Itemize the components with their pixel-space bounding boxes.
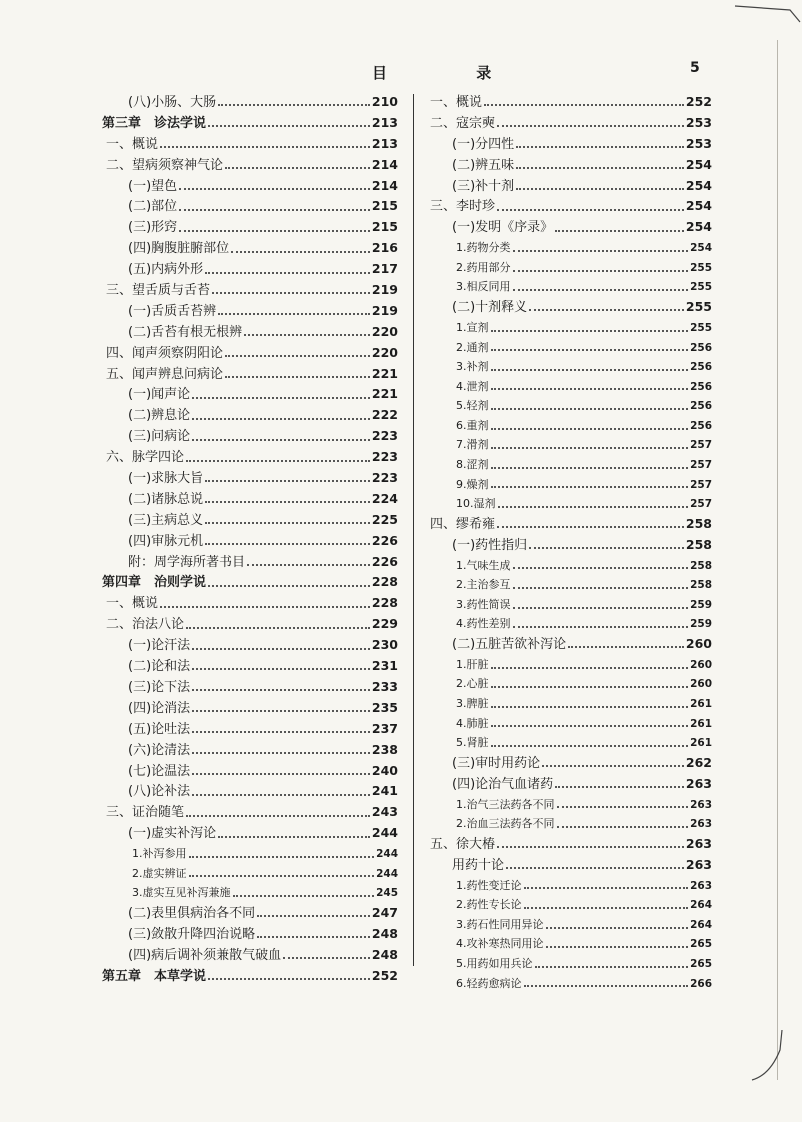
toc-entry-page: 253 bbox=[685, 135, 712, 151]
toc-entry-page: 261 bbox=[690, 717, 712, 730]
toc-entry-page: 220 bbox=[371, 344, 398, 360]
toc-entry-title: (一)药性指归 bbox=[452, 537, 528, 553]
toc-entry-page: 256 bbox=[690, 341, 712, 354]
toc-entry-page: 219 bbox=[371, 302, 398, 318]
toc-entry-title: 第四章 治则学说 bbox=[102, 575, 207, 591]
toc-entry-title: (二)五脏苦欲补泻论 bbox=[452, 637, 567, 652]
toc-entry-page: 224 bbox=[371, 490, 398, 506]
toc-entry-title: 2.虚实辨证 bbox=[132, 866, 187, 880]
toc-entry-title: 五、闻声辨息问病论 bbox=[106, 366, 224, 382]
toc-entry-page: 262 bbox=[685, 754, 712, 770]
toc-entry-title: (一)分四性 bbox=[452, 136, 515, 152]
toc-entry-title: 3.相反同用 bbox=[456, 280, 511, 294]
toc-entry-title: 1.宣剂 bbox=[456, 320, 489, 334]
toc-entry-title: 附：周学海所著书目 bbox=[128, 554, 246, 570]
toc-entry-page: 254 bbox=[685, 198, 712, 214]
toc-entry-page: 256 bbox=[690, 419, 712, 432]
toc-entry-title: 1.肝脏 bbox=[456, 657, 489, 671]
toc-entry-title: 一、概说 bbox=[430, 95, 483, 110]
toc-entry-title: 4.药性差别 bbox=[456, 617, 511, 631]
toc-entry-page: 229 bbox=[371, 616, 398, 632]
toc-entry-title: (二)十剂释义 bbox=[452, 300, 528, 316]
toc-entry-page: 248 bbox=[371, 946, 398, 962]
toc-entry-page: 259 bbox=[690, 598, 712, 611]
toc-entry-page: 223 bbox=[371, 449, 398, 465]
toc-entry-title: 9.燥剂 bbox=[456, 477, 489, 491]
toc-entry-page: 255 bbox=[690, 321, 712, 334]
toc-entry-page: 243 bbox=[371, 804, 398, 820]
toc-entry-page: 215 bbox=[371, 219, 398, 235]
toc-entry-page: 253 bbox=[685, 114, 712, 130]
toc-entry-title: 用药十论 bbox=[452, 857, 505, 873]
toc-entry-page: 258 bbox=[685, 536, 712, 552]
toc-entry-page: 252 bbox=[371, 967, 398, 983]
toc-entry-page: 244 bbox=[376, 848, 398, 861]
page-title: 目 录 bbox=[372, 64, 534, 82]
toc-entry-title: 1.药物分类 bbox=[456, 241, 511, 255]
toc-entry-page: 265 bbox=[690, 938, 712, 951]
toc-entry-title: 5.轻剂 bbox=[456, 399, 489, 413]
toc-entry-title: (二)部位 bbox=[128, 199, 178, 215]
toc-entry-title: 6.轻药愈病论 bbox=[456, 976, 522, 990]
toc-entry-page: 237 bbox=[371, 720, 398, 736]
toc-entry-page: 263 bbox=[690, 879, 712, 892]
toc-entry-page: 263 bbox=[685, 856, 712, 872]
toc-entry-title: 一、概说 bbox=[106, 136, 159, 152]
toc-entry-title: 五、徐大椿 bbox=[430, 836, 496, 852]
toc-entry-page: 255 bbox=[685, 299, 712, 315]
toc-entry-page: 233 bbox=[371, 678, 398, 694]
toc-entry-title: (三)敛散升降四治说略 bbox=[128, 926, 256, 942]
toc-entry-page: 255 bbox=[690, 261, 712, 274]
toc-entry-title: (七)论温法 bbox=[128, 763, 191, 779]
toc-entry-page: 245 bbox=[376, 887, 398, 900]
toc-entry-title: 三、李时珍 bbox=[430, 199, 496, 215]
toc-entry-page: 264 bbox=[690, 899, 712, 912]
toc-entry-page: 215 bbox=[371, 198, 398, 214]
toc-entry-page: 254 bbox=[690, 242, 712, 255]
toc-entry-title: 8.涩剂 bbox=[456, 458, 489, 472]
toc-entry-title: 3.药石性同用异论 bbox=[456, 917, 544, 931]
toc-entry-page: 260 bbox=[690, 658, 712, 671]
toc-entry-title: 5.肾脏 bbox=[456, 736, 489, 750]
toc-entry-title: 一、概说 bbox=[106, 596, 159, 612]
toc-entry-title: (一)论汗法 bbox=[128, 638, 191, 654]
toc-entry-title: (四)胸腹脏腑部位 bbox=[128, 241, 230, 257]
toc-entry-title: (二)舌苔有根无根辨 bbox=[128, 324, 243, 340]
toc-entry-title: (一)闻声论 bbox=[128, 387, 191, 403]
toc-entry-title: 3.补剂 bbox=[456, 360, 489, 374]
toc-entry-title: (三)问病论 bbox=[128, 429, 191, 445]
toc-entry-title: 4.泄剂 bbox=[456, 379, 489, 393]
toc-entry-page: 257 bbox=[690, 478, 712, 491]
toc-entry-page: 244 bbox=[371, 825, 398, 841]
toc-entry-page: 216 bbox=[371, 240, 398, 256]
toc-entry-page: 266 bbox=[690, 977, 712, 990]
toc-entry-page: 247 bbox=[371, 904, 398, 920]
toc-entry-page: 240 bbox=[371, 762, 398, 778]
toc-entry-title: 3.脾脏 bbox=[456, 697, 489, 711]
toc-entry-title: (四)论治气血诸药 bbox=[452, 776, 554, 792]
toc-entry-page: 210 bbox=[371, 94, 398, 109]
toc-entry-page: 219 bbox=[371, 282, 398, 298]
toc-entry-title: 4.攻补寒热同用论 bbox=[456, 937, 544, 951]
toc-entry-title: (二)表里俱病治各不同 bbox=[128, 905, 256, 921]
toc-entry-title: (四)论消法 bbox=[128, 700, 191, 716]
toc-entry-page: 252 bbox=[685, 94, 712, 109]
toc-entry-page: 263 bbox=[690, 798, 712, 811]
toc-entry-title: (二)辨五味 bbox=[452, 157, 515, 173]
toc-entry-title: 2.心脏 bbox=[456, 677, 489, 691]
toc-entry-title: 第五章 本草学说 bbox=[102, 968, 207, 984]
toc-entry-page: 259 bbox=[690, 618, 712, 631]
toc-entry-page: 257 bbox=[690, 498, 712, 511]
toc-entry-title: (八)论补法 bbox=[128, 784, 191, 800]
toc-entry-title: (四)病后调补须兼散气破血 bbox=[128, 947, 282, 963]
toc-entry-page: 254 bbox=[685, 156, 712, 172]
toc-entry-page: 223 bbox=[371, 428, 398, 444]
toc-entry-page: 264 bbox=[690, 918, 712, 931]
toc-entry-title: (二)论和法 bbox=[128, 659, 191, 675]
toc-entry-page: 256 bbox=[690, 361, 712, 374]
toc-entry-title: 2.药用部分 bbox=[456, 260, 511, 274]
toc-entry-page: 221 bbox=[371, 365, 398, 381]
toc-entry-page: 225 bbox=[371, 511, 398, 527]
toc-entry-title: (八)小肠、大肠 bbox=[128, 95, 217, 110]
toc-entry-title: 6.重剂 bbox=[456, 418, 489, 432]
toc-entry-page: 222 bbox=[371, 407, 398, 423]
toc-entry-title: 六、脉学四论 bbox=[106, 450, 185, 466]
toc-entry-title: 5.用药如用兵论 bbox=[456, 956, 533, 970]
toc-entry-page: 223 bbox=[371, 470, 398, 486]
toc-entry-page: 265 bbox=[690, 957, 712, 970]
toc-entry-title: 1.治气三法药各不同 bbox=[456, 797, 555, 811]
toc-entry-page: 228 bbox=[371, 574, 398, 590]
toc-entry-page: 255 bbox=[690, 281, 712, 294]
toc-entry-title: 2.药性专长论 bbox=[456, 898, 522, 912]
toc-entry-title: (五)内病外形 bbox=[128, 262, 204, 278]
toc-entry-title: (一)发明《序录》 bbox=[452, 220, 554, 236]
toc-entry-title: 3.药性简误 bbox=[456, 597, 511, 611]
toc-entry-page: 257 bbox=[690, 439, 712, 452]
toc-entry-page: 220 bbox=[371, 323, 398, 339]
toc-entry-page: 261 bbox=[690, 698, 712, 711]
toc-entry-title: 1.药性变迁论 bbox=[456, 878, 522, 892]
toc-entry-title: 二、望病须察神气论 bbox=[106, 157, 224, 173]
toc-entry-title: 4.肺脏 bbox=[456, 716, 489, 730]
toc-entry-page: 213 bbox=[371, 135, 398, 151]
toc-entry-title: (三)审时用药论 bbox=[452, 755, 541, 771]
toc-entry-page: 226 bbox=[371, 553, 398, 569]
toc-entry-title: (一)舌质舌苔辨 bbox=[128, 303, 217, 319]
toc-entry-title: (三)补十剂 bbox=[452, 178, 515, 194]
toc-entry-page: 263 bbox=[690, 818, 712, 831]
toc-entry-page: 231 bbox=[371, 658, 398, 674]
toc-entry-title: (二)诸脉总说 bbox=[128, 491, 204, 507]
toc-entry-title: 四、闻声须察阴阳论 bbox=[106, 345, 224, 361]
toc-entry-title: (一)虚实补泻论 bbox=[128, 826, 217, 842]
toc-entry-page: 254 bbox=[685, 219, 712, 235]
toc-entry-page: 238 bbox=[371, 741, 398, 757]
toc-entry-page: 217 bbox=[371, 261, 398, 277]
toc-entry-title: 3.虚实互见补泻兼施 bbox=[132, 886, 231, 900]
toc-entry-title: (二)辨息论 bbox=[128, 408, 191, 424]
page-number: 5 bbox=[690, 60, 700, 76]
toc-entry-page: 257 bbox=[690, 459, 712, 472]
toc-entry-page: 226 bbox=[371, 532, 398, 548]
toc-entry-page: 263 bbox=[685, 775, 712, 791]
toc-entry-page: 244 bbox=[376, 867, 398, 880]
toc-entry-page: 241 bbox=[371, 783, 398, 799]
toc-entry-page: 263 bbox=[685, 835, 712, 851]
toc-entry-title: (三)形窍 bbox=[128, 220, 178, 236]
toc-entry-page: 248 bbox=[371, 925, 398, 941]
toc-entry-page: 213 bbox=[371, 114, 398, 130]
toc-entry-title: 二、寇宗奭 bbox=[430, 115, 496, 131]
toc-entry-title: (三)论下法 bbox=[128, 679, 191, 695]
toc-entry-title: 二、治法八论 bbox=[106, 617, 185, 633]
toc-entry-title: 1.气味生成 bbox=[456, 558, 511, 572]
toc-entry-title: (四)审脉元机 bbox=[128, 533, 204, 549]
toc-entry-title: 2.通剂 bbox=[456, 340, 489, 354]
toc-entry-title: 2.主治参互 bbox=[456, 578, 511, 592]
toc-entry-page: 221 bbox=[371, 386, 398, 402]
toc-entry-page: 258 bbox=[690, 559, 712, 572]
toc-entry-title: 2.治血三法药各不同 bbox=[456, 817, 555, 831]
toc-entry-page: 256 bbox=[690, 380, 712, 393]
toc-entry-title: 四、缪希雍 bbox=[430, 516, 496, 532]
toc-entry-title: 10.湿剂 bbox=[456, 497, 496, 511]
toc-entry-title: (六)论清法 bbox=[128, 742, 191, 758]
toc-entry-page: 260 bbox=[685, 636, 712, 651]
toc-entry-page: 214 bbox=[371, 156, 398, 172]
toc-entry-page: 258 bbox=[690, 579, 712, 592]
toc-entry-page: 235 bbox=[371, 699, 398, 715]
toc-entry-title: 1.补泻参用 bbox=[132, 847, 187, 861]
toc-entry-page: 256 bbox=[690, 400, 712, 413]
toc-entry-page: 214 bbox=[371, 177, 398, 193]
toc-entry-title: (五)论吐法 bbox=[128, 721, 191, 737]
toc-entry-title: 7.滑剂 bbox=[456, 438, 489, 452]
toc-entry-title: (三)主病总义 bbox=[128, 512, 204, 528]
toc-entry-page: 258 bbox=[685, 515, 712, 531]
toc-entry-page: 228 bbox=[371, 595, 398, 611]
toc-entry-page: 230 bbox=[371, 637, 398, 653]
toc-entry-page: 254 bbox=[685, 177, 712, 193]
toc-entry-title: 第三章 诊法学说 bbox=[102, 115, 207, 131]
toc-entry-title: (一)求脉大旨 bbox=[128, 471, 204, 487]
toc-entry-title: (一)望色 bbox=[128, 178, 178, 194]
toc-entry-title: 三、望舌质与舌苔 bbox=[106, 283, 211, 299]
toc-entry-page: 261 bbox=[690, 737, 712, 750]
toc-entry-page: 260 bbox=[690, 678, 712, 691]
toc-entry-title: 三、证治随笔 bbox=[106, 805, 185, 821]
